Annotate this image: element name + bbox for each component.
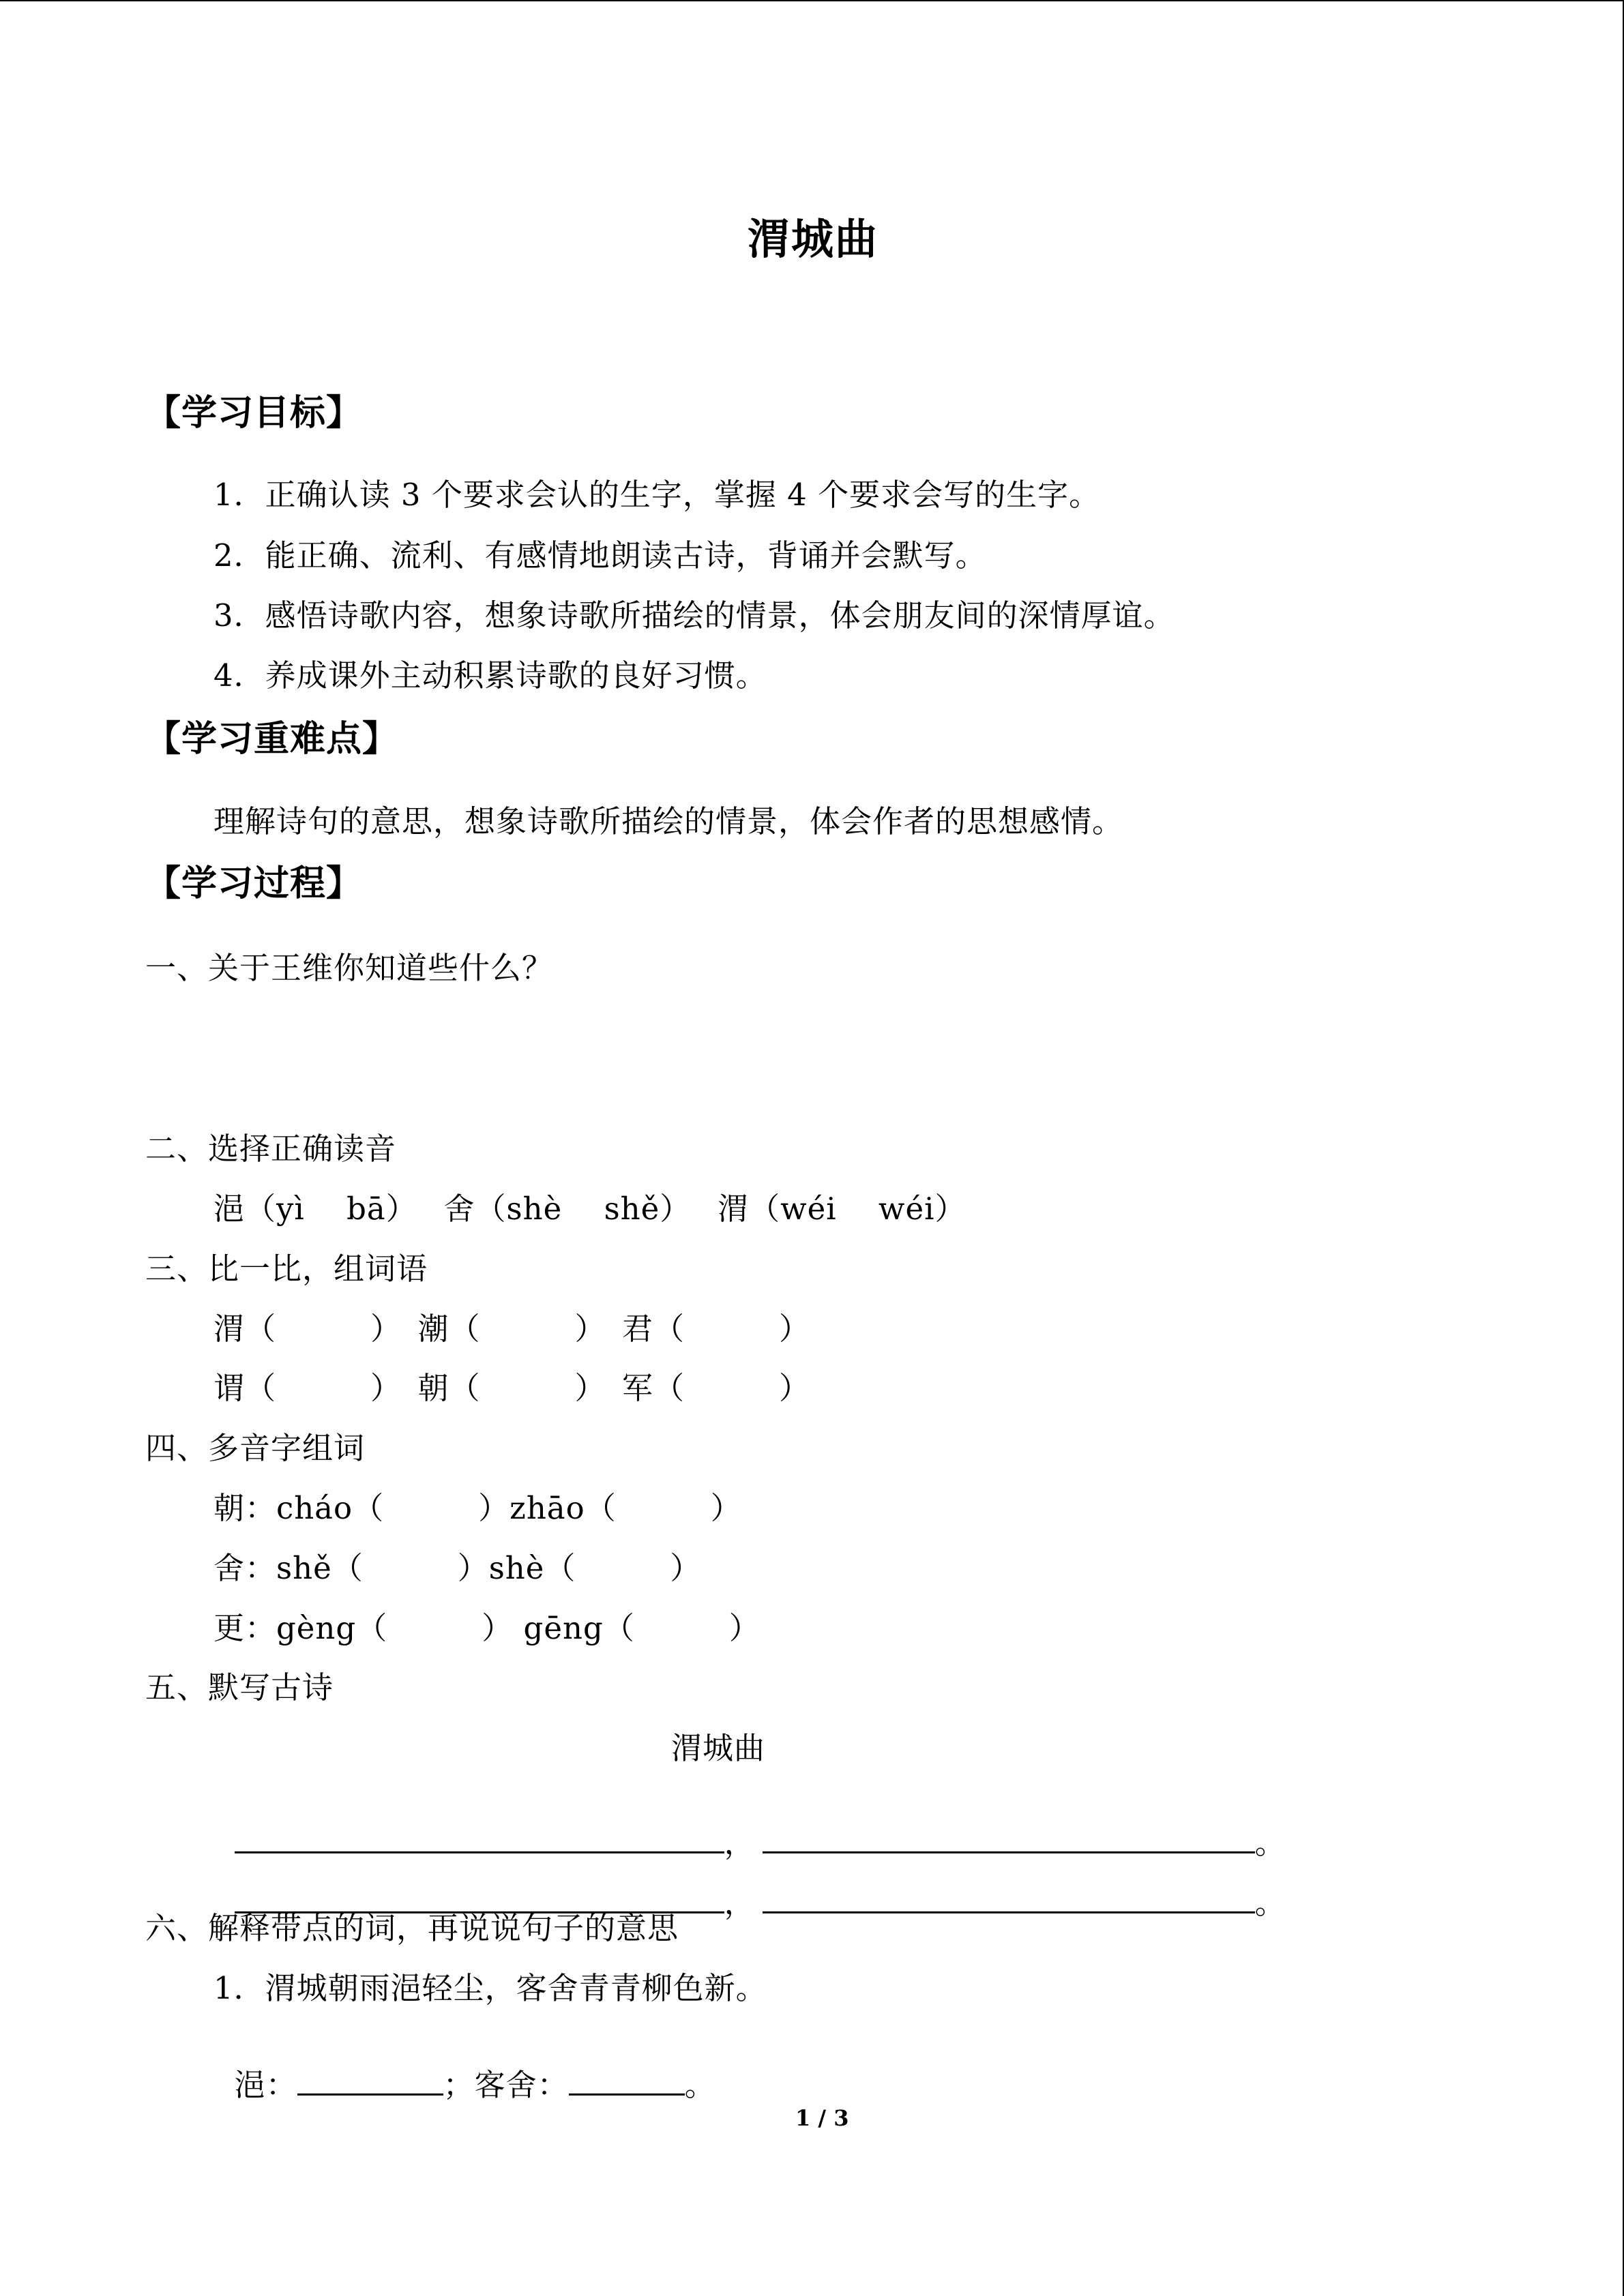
answer-blank[interactable] [297, 2063, 443, 2096]
poem-line-1: ， 。 [213, 1791, 1286, 1858]
question-2-options: 浥（yì bā） 舍（shè shě） 渭（wéi wéi） [213, 1191, 966, 1227]
question-4-row: 朝：cháo（ ）zhāo（ ） [213, 1490, 742, 1526]
key-points-text: 理解诗句的意思，想象诗歌所描绘的情景，体会作者的思想感情。 [213, 803, 1124, 839]
poem-title: 渭城曲 [671, 1730, 766, 1766]
page-title: 渭城曲 [748, 214, 879, 264]
section-heading-process: 【学习过程】 [145, 863, 363, 904]
section-heading-goals: 【学习目标】 [145, 392, 363, 434]
question-6-title: 六、解释带点的词，再说说句子的意思 [145, 1910, 679, 1946]
question-4-title: 四、多音字组词 [145, 1430, 366, 1466]
question-3-title: 三、比一比，组词语 [145, 1251, 428, 1287]
question-3-row: 渭（ ） 潮（ ） 君（ ） [213, 1311, 811, 1347]
question-6-sentence: 1．渭城朝雨浥轻尘，客舍青青柳色新。 [213, 1970, 767, 2006]
question-3-row: 谓（ ） 朝（ ） 军（ ） [213, 1370, 811, 1406]
question-6-answer-line: 浥： ；客舍： 。 [213, 2033, 716, 2100]
goal-item: 1．正确认读 3 个要求会认的生字，掌握 4 个要求会写的生字。 [213, 477, 1101, 513]
answer-blank[interactable] [235, 1881, 724, 1913]
question-1: 一、关于王维你知道些什么？ [145, 950, 554, 986]
answer-blank[interactable] [235, 1821, 724, 1853]
section-heading-key-points: 【学习重难点】 [145, 718, 399, 760]
question-4-row: 更：gèng（ ） gēng（ ） [213, 1610, 761, 1646]
page-number: 1 / 3 [795, 2105, 849, 2131]
question-4-row: 舍：shě（ ）shè（ ） [213, 1550, 702, 1586]
answer-blank[interactable] [569, 2063, 685, 2096]
answer-blank[interactable] [763, 1881, 1255, 1913]
question-2-title: 二、选择正确读音 [145, 1131, 397, 1167]
question-5-title: 五、默写古诗 [145, 1669, 334, 1705]
goal-item: 3．感悟诗歌内容，想象诗歌所描绘的情景，体会朋友间的深情厚谊。 [213, 597, 1175, 633]
poem-line-2: ， 。 [213, 1851, 1286, 1918]
answer-blank[interactable] [763, 1821, 1255, 1853]
goal-item: 2．能正确、流利、有感情地朗读古诗，背诵并会默写。 [213, 537, 987, 573]
goal-item: 4．养成课外主动积累诗歌的良好习惯。 [213, 657, 767, 694]
